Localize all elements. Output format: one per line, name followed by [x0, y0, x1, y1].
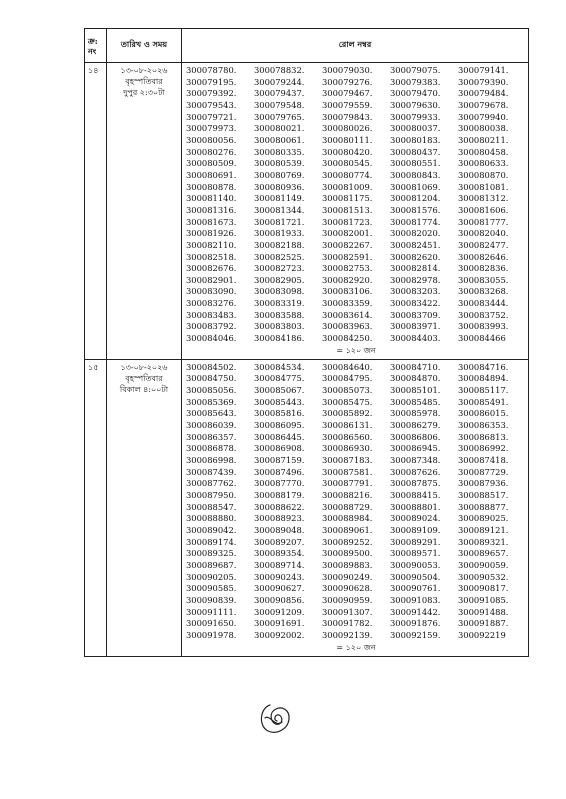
roll-number: 300081081.: [458, 181, 509, 192]
roll-number: 300083359.: [322, 298, 373, 309]
roll-number: 300081316.: [186, 204, 237, 215]
roll-number: 300089042.: [186, 524, 237, 535]
roll-number: 300084186.: [254, 333, 305, 344]
session-time: দুপুর ২:৩০টা: [123, 88, 165, 97]
roll-number: 300080056.: [186, 134, 237, 145]
roll-number: 300086015.: [458, 408, 509, 419]
roll-number: 300080551.: [390, 158, 441, 169]
roll-number: 300083614.: [322, 309, 373, 320]
roll-number: 300091887.: [458, 618, 509, 629]
roll-number: 300090856.: [254, 594, 305, 605]
candidate-count: = ১২০ জন: [336, 642, 376, 652]
roll-number: 300079559.: [322, 99, 373, 110]
session-date: ১৩-০৮-২০২৬: [120, 362, 168, 372]
roll-number: 300080183.: [390, 134, 441, 145]
roll-number-grid: [186, 362, 526, 642]
roll-number: 300088877.: [458, 501, 509, 512]
roll-number: 300083319.: [254, 298, 305, 309]
roll-number: 300081723.: [322, 216, 373, 227]
roll-number: 300079244.: [254, 76, 305, 87]
roll-number: 300084466: [458, 333, 506, 344]
roll-number: 300090053.: [390, 559, 441, 570]
roll-number: 300088547.: [186, 501, 237, 512]
roll-number: 300082267.: [322, 239, 373, 250]
roll-number: 300086131.: [322, 420, 373, 431]
roll-number: 300085443.: [254, 396, 305, 407]
roll-number: 300078832.: [254, 65, 305, 75]
roll-number: 300080335.: [254, 146, 305, 157]
roll-number: 300083276.: [186, 298, 237, 309]
session-serial: ১৪: [85, 63, 107, 360]
roll-number: 300085117.: [458, 385, 509, 396]
roll-number: 300085816.: [254, 408, 305, 419]
roll-number: 300079630.: [390, 99, 441, 110]
roll-number: 300087183.: [322, 455, 373, 465]
roll-number: 300086445.: [254, 431, 305, 442]
roll-number: 300084640.: [322, 361, 373, 372]
roll-number: 300089714.: [254, 559, 305, 570]
roll-number: 300087496.: [254, 466, 305, 477]
roll-number: 300089048.: [254, 524, 305, 535]
roll-number: 300090585.: [186, 583, 237, 594]
serial-header: [85, 29, 107, 63]
roll-number: 300088415.: [390, 489, 441, 500]
roll-number: 300089571.: [390, 548, 441, 559]
roll-number: 300080420.: [322, 146, 373, 157]
roll-number: 300079195.: [186, 76, 237, 87]
roll-number: 300085485.: [390, 396, 441, 407]
roll-number: 300079484.: [458, 88, 509, 99]
roll-number: 300082753.: [322, 263, 373, 274]
roll-number: 300082901.: [186, 274, 237, 285]
roll-number: 300085643.: [186, 408, 237, 419]
roll-number: 300084710.: [390, 361, 441, 372]
roll-number: 300086279.: [390, 420, 441, 431]
roll-number: 300089354.: [254, 548, 305, 559]
roll-number: 300085067.: [254, 385, 305, 396]
roll-number: 300091442.: [390, 606, 441, 617]
roll-number: 300090761.: [390, 583, 441, 594]
roll-number: 300092002.: [254, 629, 305, 640]
roll-number: 300082110.: [186, 239, 237, 250]
roll-number: 300080458.: [458, 146, 509, 157]
roll-number: 300089657.: [458, 548, 509, 559]
roll-number: 300082020.: [390, 228, 441, 239]
roll-number: 300090627.: [254, 583, 305, 594]
roll-number: 300079470.: [390, 88, 441, 99]
roll-number: 300089883.: [322, 559, 373, 570]
roll-number: 300087159.: [254, 455, 305, 465]
roll-number: 300083803.: [254, 321, 305, 332]
roll-number: 300090504.: [390, 571, 441, 582]
roll-number: 300085369.: [186, 396, 237, 407]
roll-number: 300082646.: [458, 251, 509, 262]
roll-number: 300086813.: [458, 431, 509, 442]
roll-number: 300085475.: [322, 396, 373, 407]
roll-number: 300084716.: [458, 361, 509, 372]
roll-number: 300083055.: [458, 274, 509, 285]
roll-number: 300081933.: [254, 228, 305, 239]
roll-number: 300079030.: [322, 65, 373, 75]
roll-number: 300089025.: [458, 513, 509, 524]
roll-number: 300081009.: [322, 181, 373, 192]
roll-number: 300086095.: [254, 420, 305, 431]
roll-number: 300079765.: [254, 111, 305, 122]
date-time-header: তারিখ ও সময়: [107, 29, 182, 63]
session-row: [85, 359, 529, 656]
roll-number: 300090628.: [322, 583, 373, 594]
roll-number: 300079678.: [458, 99, 509, 110]
roll-number: 300080038.: [458, 123, 509, 134]
roll-number: 300082001.: [322, 228, 373, 239]
roll-number: 300083752.: [458, 309, 509, 320]
roll-number: 300079392.: [186, 88, 237, 99]
roll-number: 300086878.: [186, 443, 237, 454]
roll-number: 300079141.: [458, 65, 509, 75]
roll-number: 300081926.: [186, 228, 237, 239]
roll-number: 300080769.: [254, 169, 305, 180]
roll-number: 300088216.: [322, 489, 373, 500]
roll-number: 300080936.: [254, 181, 305, 192]
roll-number: 300081204.: [390, 193, 441, 204]
roll-number: 300082477.: [458, 239, 509, 250]
roll-number: 300088179.: [254, 489, 305, 500]
roll-number: 300083993.: [458, 321, 509, 332]
roll-number: 300084894.: [458, 373, 509, 384]
roll-number: 300083203.: [390, 286, 441, 297]
roll-number: 300089325.: [186, 548, 237, 559]
roll-number: 300082676.: [186, 263, 237, 274]
session-time: বিকাল ৪:০০টা: [119, 384, 169, 394]
roll-number: 300081140.: [186, 193, 237, 204]
roll-number: 300091782.: [322, 618, 373, 629]
roll-number: 300087770.: [254, 478, 305, 489]
roll-number: 300090243.: [254, 571, 305, 582]
roll-number: 300082905.: [254, 274, 305, 285]
roll-numbers-cell: [182, 359, 529, 656]
roll-number: 300087875.: [390, 478, 441, 489]
roll-number: 300081774.: [390, 216, 441, 227]
roll-number: 300079933.: [390, 111, 441, 122]
roll-number: 300089061.: [322, 524, 373, 535]
roll-number: 300082978.: [390, 274, 441, 285]
session-day: বৃহস্পতিবার: [125, 77, 163, 86]
roll-number: 300091209.: [254, 606, 305, 617]
roll-number: 300081606.: [458, 204, 509, 215]
roll-number: 300083483.: [186, 309, 237, 320]
roll-number: 300090817.: [458, 583, 509, 594]
roll-number: 300081777.: [458, 216, 509, 227]
roll-number: 300086992.: [458, 443, 509, 454]
roll-number: 300085978.: [390, 408, 441, 419]
session-datetime: [107, 359, 182, 656]
roll-number: 300091650.: [186, 618, 237, 629]
roll-number: 300087348.: [390, 455, 441, 465]
roll-number: 300085073.: [322, 385, 373, 396]
roll-number: 300091085.: [458, 594, 509, 605]
roll-number: 300080037.: [390, 123, 441, 134]
roll-number: 300086998.: [186, 455, 237, 465]
roll-number: 300082591.: [322, 251, 373, 262]
roll-number: 300080276.: [186, 146, 237, 157]
roll-number: 300081513.: [322, 204, 373, 215]
roll-number: 300086357.: [186, 431, 237, 442]
roll-number: 300082620.: [390, 251, 441, 262]
roll-number: 300087439.: [186, 466, 237, 477]
roll-number: 300082525.: [254, 251, 305, 262]
roll-number: 300088801.: [390, 501, 441, 512]
roll-number: 300085056.: [186, 385, 237, 396]
roll-number: 300083709.: [390, 309, 441, 320]
roll-number: 300082920.: [322, 274, 373, 285]
roll-number: 300079437.: [254, 88, 305, 99]
roll-number: 300078780.: [186, 65, 237, 75]
roll-number: 300083971.: [390, 321, 441, 332]
roll-number: 300087418.: [458, 455, 509, 465]
roll-number: 300083792.: [186, 321, 237, 332]
roll-number: 300082836.: [458, 263, 509, 274]
roll-number: 300079467.: [322, 88, 373, 99]
roll-number: 300084775.: [254, 373, 305, 384]
roll-number: 300080539.: [254, 158, 305, 169]
exam-roll-table: [84, 28, 529, 657]
roll-number: 300082518.: [186, 251, 237, 262]
roll-number: 300080061.: [254, 134, 305, 145]
session-day: বৃহস্পতিবার: [125, 373, 163, 383]
roll-number: 300091307.: [322, 606, 373, 617]
roll-number: 300083422.: [390, 298, 441, 309]
roll-number: 300081175.: [322, 193, 373, 204]
roll-number: 300092139.: [322, 629, 373, 640]
roll-number: 300086930.: [322, 443, 373, 454]
roll-number: 300088729.: [322, 501, 373, 512]
roll-number: 300080211.: [458, 134, 509, 145]
roll-number: 300079721.: [186, 111, 237, 122]
roll-number: 300088517.: [458, 489, 509, 500]
roll-number: 300088984.: [322, 513, 373, 524]
serial-header-line1: ক্র:: [88, 35, 98, 46]
roll-number: 300086908.: [254, 443, 305, 454]
roll-number: 300084870.: [390, 373, 441, 384]
roll-number: 300086560.: [322, 431, 373, 442]
roll-number: 300092159.: [390, 629, 441, 640]
roll-number: 300079940.: [458, 111, 509, 122]
roll-number-header: রোল নম্বর: [182, 29, 529, 63]
roll-number: 300090839.: [186, 594, 237, 605]
roll-number: 300083090.: [186, 286, 237, 297]
roll-number: 300080843.: [390, 169, 441, 180]
roll-number: 300089121.: [458, 524, 509, 535]
candidate-count: = ১২০ জন: [336, 345, 376, 355]
roll-number: 300084403.: [390, 333, 441, 344]
roll-number: 300083963.: [322, 321, 373, 332]
roll-number: 300089291.: [390, 536, 441, 547]
roll-number: 300091691.: [254, 618, 305, 629]
roll-number: 300089252.: [322, 536, 373, 547]
roll-number: 300090959.: [322, 594, 373, 605]
roll-number: 300082451.: [390, 239, 441, 250]
roll-number: 300089109.: [390, 524, 441, 535]
roll-number: 300090532.: [458, 571, 509, 582]
roll-number: 300081673.: [186, 216, 237, 227]
roll-number: 300083588.: [254, 309, 305, 320]
roll-number: 300081576.: [390, 204, 441, 215]
roll-number: 300086039.: [186, 420, 237, 431]
roll-number: 300089500.: [322, 548, 373, 559]
roll-number: 300079543.: [186, 99, 237, 110]
roll-number: 300081344.: [254, 204, 305, 215]
roll-number: 300079390.: [458, 76, 509, 87]
roll-number: 300088923.: [254, 513, 305, 524]
roll-number: 300082188.: [254, 239, 305, 250]
roll-number: 300079548.: [254, 99, 305, 110]
roll-number: 300084534.: [254, 361, 305, 372]
session-datetime: [107, 63, 182, 360]
roll-number: 300089207.: [254, 536, 305, 547]
roll-number: 300080545.: [322, 158, 373, 169]
roll-number: 300080878.: [186, 181, 237, 192]
roll-number: 300084046.: [186, 333, 237, 344]
roll-number: 300080774.: [322, 169, 373, 180]
roll-number: 300079075.: [390, 65, 441, 75]
serial-header-line2: নং: [88, 45, 97, 56]
signature-mark: [256, 700, 296, 736]
roll-number: 300090205.: [186, 571, 237, 582]
roll-number: 300086353.: [458, 420, 509, 431]
roll-number: 300091876.: [390, 618, 441, 629]
roll-number: 300085892.: [322, 408, 373, 419]
roll-number: 300091111.: [186, 606, 237, 617]
session-row: [85, 63, 529, 360]
roll-number: 300088622.: [254, 501, 305, 512]
roll-number: 300087762.: [186, 478, 237, 489]
roll-number: 300089321.: [458, 536, 509, 547]
roll-number: 300079843.: [322, 111, 373, 122]
roll-number: 300081149.: [254, 193, 305, 204]
roll-number: 300087626.: [390, 466, 441, 477]
roll-numbers-cell: [182, 63, 529, 360]
roll-number: 300080026.: [322, 123, 373, 134]
roll-number: 300081069.: [390, 181, 441, 192]
roll-number: 300087936.: [458, 478, 509, 489]
roll-number: 300083268.: [458, 286, 509, 297]
roll-number: 300086806.: [390, 431, 441, 442]
roll-number: 300080509.: [186, 158, 237, 169]
roll-number: 300082040.: [458, 228, 509, 239]
roll-number: 300084750.: [186, 373, 237, 384]
roll-number: 300080021.: [254, 123, 305, 134]
roll-number: 300080111.: [322, 134, 373, 145]
session-serial: ১৫: [85, 359, 107, 656]
roll-number: 300084502.: [186, 361, 237, 372]
roll-number: 300089174.: [186, 536, 237, 547]
roll-number: 300079383.: [390, 76, 441, 87]
roll-number: 300087950.: [186, 489, 237, 500]
roll-number: 300080633.: [458, 158, 509, 169]
roll-number: 300083444.: [458, 298, 509, 309]
roll-number: 300087791.: [322, 478, 373, 489]
roll-number: 300081721.: [254, 216, 305, 227]
roll-number: 300080437.: [390, 146, 441, 157]
roll-number: 300081312.: [458, 193, 509, 204]
roll-number: 300083098.: [254, 286, 305, 297]
roll-number: 300079276.: [322, 76, 373, 87]
roll-number: 300086945.: [390, 443, 441, 454]
roll-number: 300089024.: [390, 513, 441, 524]
roll-number: 300082723.: [254, 263, 305, 274]
roll-number: 300080870.: [458, 169, 509, 180]
roll-number: 300091488.: [458, 606, 509, 617]
roll-number: 300079973.: [186, 123, 237, 134]
table-header-row: [85, 29, 529, 63]
roll-number: 300092219: [458, 629, 506, 640]
roll-number: 300087581.: [322, 466, 373, 477]
roll-number: 300090059.: [458, 559, 509, 570]
roll-number-grid: [186, 65, 526, 345]
roll-number: 300088880.: [186, 513, 237, 524]
roll-number: 300085101.: [390, 385, 441, 396]
roll-number: 300091978.: [186, 629, 237, 640]
roll-number: 300090249.: [322, 571, 373, 582]
roll-number: 300083106.: [322, 286, 373, 297]
roll-number: 300089687.: [186, 559, 237, 570]
roll-number: 300087729.: [458, 466, 509, 477]
session-date: ১৩-০৮-২০২৬: [120, 66, 168, 75]
roll-number: 300084250.: [322, 333, 373, 344]
roll-number: 300084795.: [322, 373, 373, 384]
roll-number: 300091083.: [390, 594, 441, 605]
roll-number: 300082814.: [390, 263, 441, 274]
roll-number: 300080691.: [186, 169, 237, 180]
roll-number: 300085491.: [458, 396, 509, 407]
